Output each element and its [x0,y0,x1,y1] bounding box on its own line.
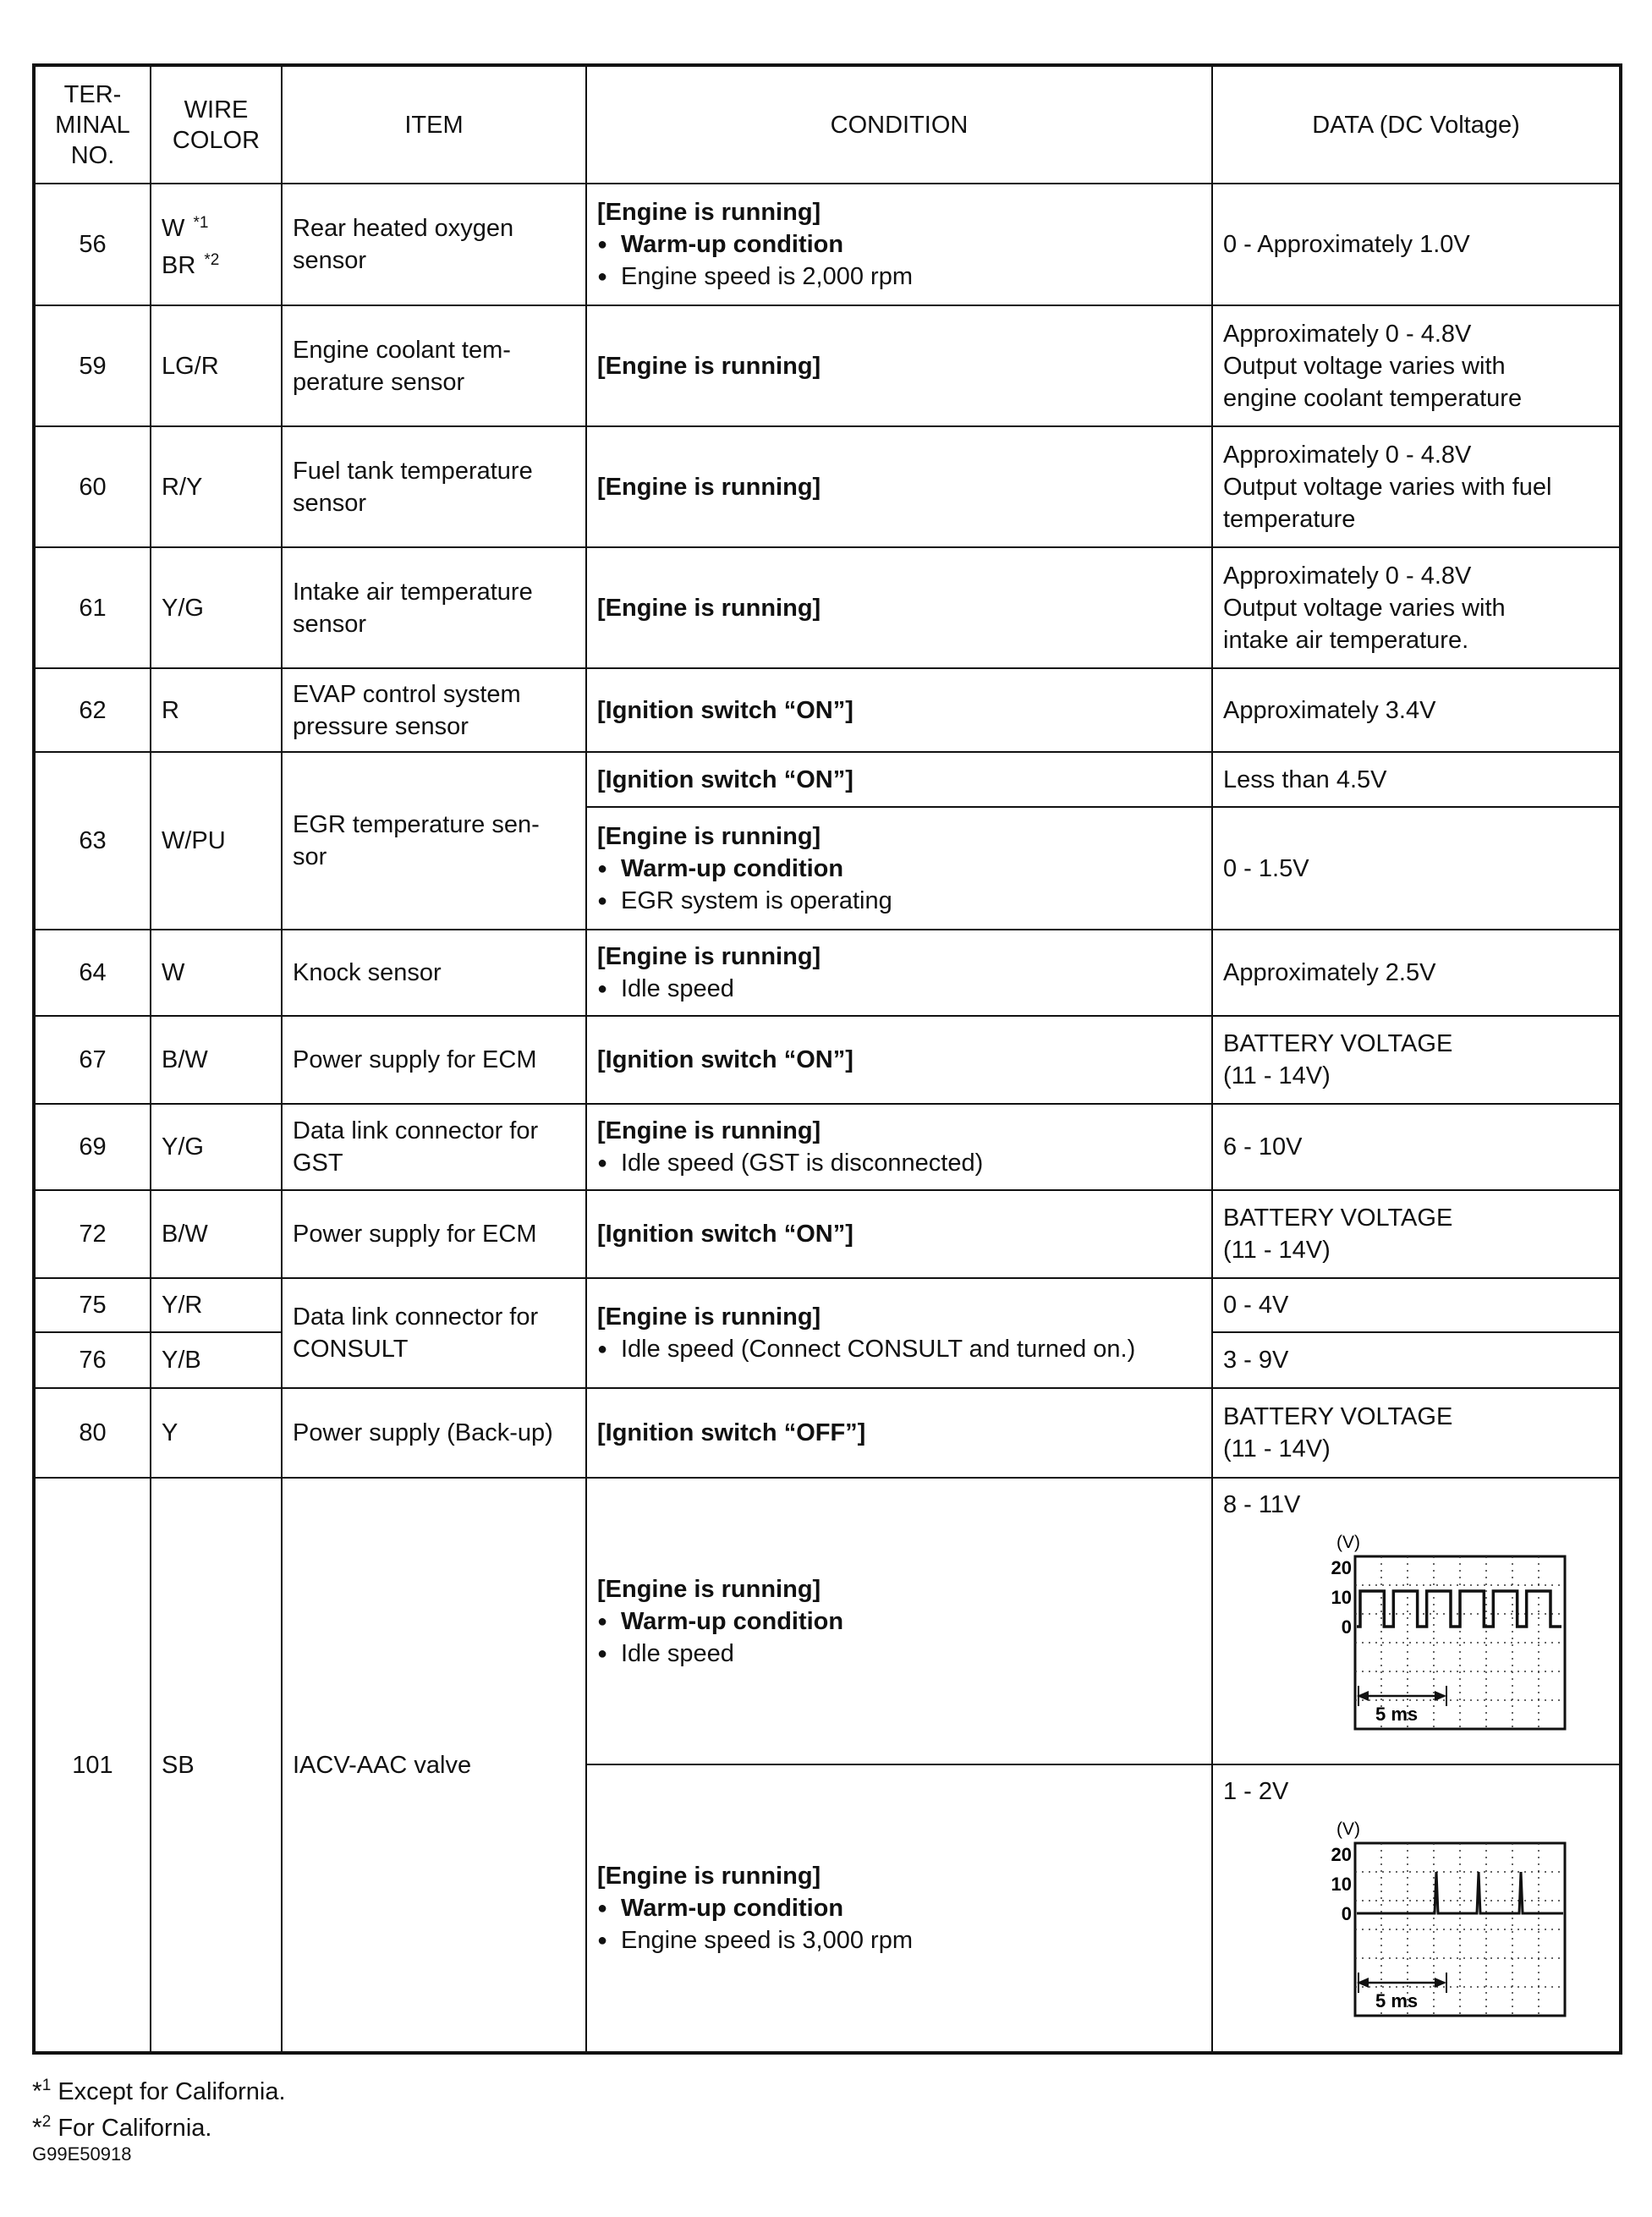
data-value: Approximately 0 - 4.8V Output voltage varies with intake air temperature. [1212,547,1621,668]
wire-color: R [151,668,282,752]
data-value: 1 - 2V (V) 20 10 0 5 ms [1212,1764,1621,2053]
terminal-no: 76 [34,1332,151,1388]
header-item: ITEM [282,65,586,184]
item: Intake air temperature sensor [282,547,586,668]
header-terminal: TER- MINAL NO. [34,65,151,184]
data-value: BATTERY VOLTAGE (11 - 14V) [1212,1388,1621,1478]
data-value: Approximately 0 - 4.8V Output voltage varies with fuel temperature [1212,426,1621,547]
time-arrowhead-right [1435,1978,1446,1988]
wire-color: SB [151,1478,282,2053]
wire-color: Y/B [151,1332,282,1388]
condition: [Ignition switch “OFF”] [586,1388,1212,1478]
data-value: 3 - 9V [1212,1332,1621,1388]
terminal-no: 101 [34,1478,151,2053]
terminal-data-table [32,63,1622,2055]
wire-color: Y/R [151,1278,282,1332]
y-tick-label: 0 [1341,1903,1352,1924]
data-value: Approximately 3.4V [1212,668,1621,752]
terminal-no: 62 [34,668,151,752]
terminal-no: 59 [34,305,151,426]
condition: [Ignition switch “ON”] [586,1016,1212,1104]
item: Data link connector for GST [282,1104,586,1190]
item: Power supply for ECM [282,1016,586,1104]
data-value: 0 - Approximately 1.0V [1212,184,1621,305]
data-value: Approximately 2.5V [1212,930,1621,1016]
wire-color: R/Y [151,426,282,547]
footnote: *$^2$ For California. [32,2113,212,2142]
item: Knock sensor [282,930,586,1016]
condition: [Engine is running] ● Idle speed (Connect CONSULT and turned on.) [586,1278,1212,1388]
table-row [34,184,1621,305]
figure-code: G99E50918 [32,2143,132,2165]
table-row [34,930,1621,1016]
wire-color: W [151,930,282,1016]
table-row [34,305,1621,426]
table-row [34,752,1621,807]
terminal-no: 61 [34,547,151,668]
data-value: Approximately 0 - 4.8V Output voltage varies with engine coolant temperature [1212,305,1621,426]
item: EGR temperature sen- sor [282,752,586,930]
y-tick-label: 20 [1331,1557,1352,1578]
terminal-no: 69 [34,1104,151,1190]
time-arrowhead-right [1435,1691,1446,1701]
wire-color: W $^{*1}$ BR $^{*2}$ [151,184,282,305]
data-value: 0 - 4V [1212,1278,1621,1332]
header-row [34,65,1621,184]
condition: [Engine is running] ● Warm-up condition ● Idle speed [586,1478,1212,1764]
data-value: 6 - 10V [1212,1104,1621,1190]
condition: [Engine is running] ● Idle speed [586,930,1212,1016]
time-scale-label: 5 ms [1375,1704,1419,1725]
y-unit-label: (V) [1336,1533,1360,1552]
table-row [34,1478,1621,1764]
y-tick-label: 10 [1331,1874,1352,1895]
table-row [34,1190,1621,1278]
condition: [Engine is running] [586,305,1212,426]
item: Engine coolant tem- perature sensor [282,305,586,426]
condition: [Ignition switch “ON”] [586,752,1212,807]
item: Data link connector for CONSULT [282,1278,586,1388]
item: Fuel tank temperature sensor [282,426,586,547]
table-row [34,1104,1621,1190]
condition: [Ignition switch “ON”] [586,1190,1212,1278]
condition: [Engine is running] ● Idle speed (GST is disconnected) [586,1104,1212,1190]
terminal-no: 72 [34,1190,151,1278]
terminal-no: 56 [34,184,151,305]
data-value: 8 - 11V (V) 20 10 0 5 ms [1212,1478,1621,1764]
oscilloscope-waveform-3000rpm [1313,1818,1567,2017]
table-row [34,668,1621,752]
condition: [Ignition switch “ON”] [586,668,1212,752]
time-scale-label: 5 ms [1375,1990,1419,2011]
condition: [Engine is running] ● Warm-up condition ● Engine speed is 2,000 rpm [586,184,1212,305]
terminal-no: 67 [34,1016,151,1104]
table-row [34,1388,1621,1478]
condition: [Engine is running] ● Warm-up condition ● Engine speed is 3,000 rpm [586,1764,1212,2053]
data-value: BATTERY VOLTAGE (11 - 14V) [1212,1190,1621,1278]
idle-pulse-trace [1357,1591,1561,1627]
wire-color: LG/R [151,305,282,426]
footnote: *$^1$ Except for California. [32,2077,286,2105]
wire-color: Y/G [151,547,282,668]
y-tick-label: 10 [1331,1587,1352,1608]
y-tick-label: 20 [1331,1844,1352,1865]
header-condition: CONDITION [586,65,1212,184]
item: EVAP control system pressure sensor [282,668,586,752]
data-value: 0 - 1.5V [1212,807,1621,930]
condition: [Engine is running] [586,426,1212,547]
footnotes [32,2071,286,2143]
wire-color: Y/G [151,1104,282,1190]
header-wire-color: WIRE COLOR [151,65,282,184]
condition: [Engine is running] ● Warm-up condition ● EGR system is operating [586,807,1212,930]
data-value: Less than 4.5V [1212,752,1621,807]
y-unit-label: (V) [1336,1819,1360,1839]
item: Power supply (Back-up) [282,1388,586,1478]
header-data: DATA (DC Voltage) [1212,65,1621,184]
table-row [34,426,1621,547]
wire-color: B/W [151,1190,282,1278]
wire-color: W/PU [151,752,282,930]
y-tick-label: 0 [1341,1616,1352,1638]
item: IACV-AAC valve [282,1478,586,2053]
wire-color: B/W [151,1016,282,1104]
item: Rear heated oxygen sensor [282,184,586,305]
terminal-no: 75 [34,1278,151,1332]
condition: [Engine is running] [586,547,1212,668]
table-row [34,1016,1621,1104]
table-row [34,547,1621,668]
terminal-no: 80 [34,1388,151,1478]
table-row [34,1278,1621,1332]
data-value: BATTERY VOLTAGE (11 - 14V) [1212,1016,1621,1104]
terminal-no: 64 [34,930,151,1016]
terminal-no: 63 [34,752,151,930]
oscilloscope-waveform-idle [1313,1531,1567,1731]
item: Power supply for ECM [282,1190,586,1278]
terminal-no: 60 [34,426,151,547]
wire-color: Y [151,1388,282,1478]
